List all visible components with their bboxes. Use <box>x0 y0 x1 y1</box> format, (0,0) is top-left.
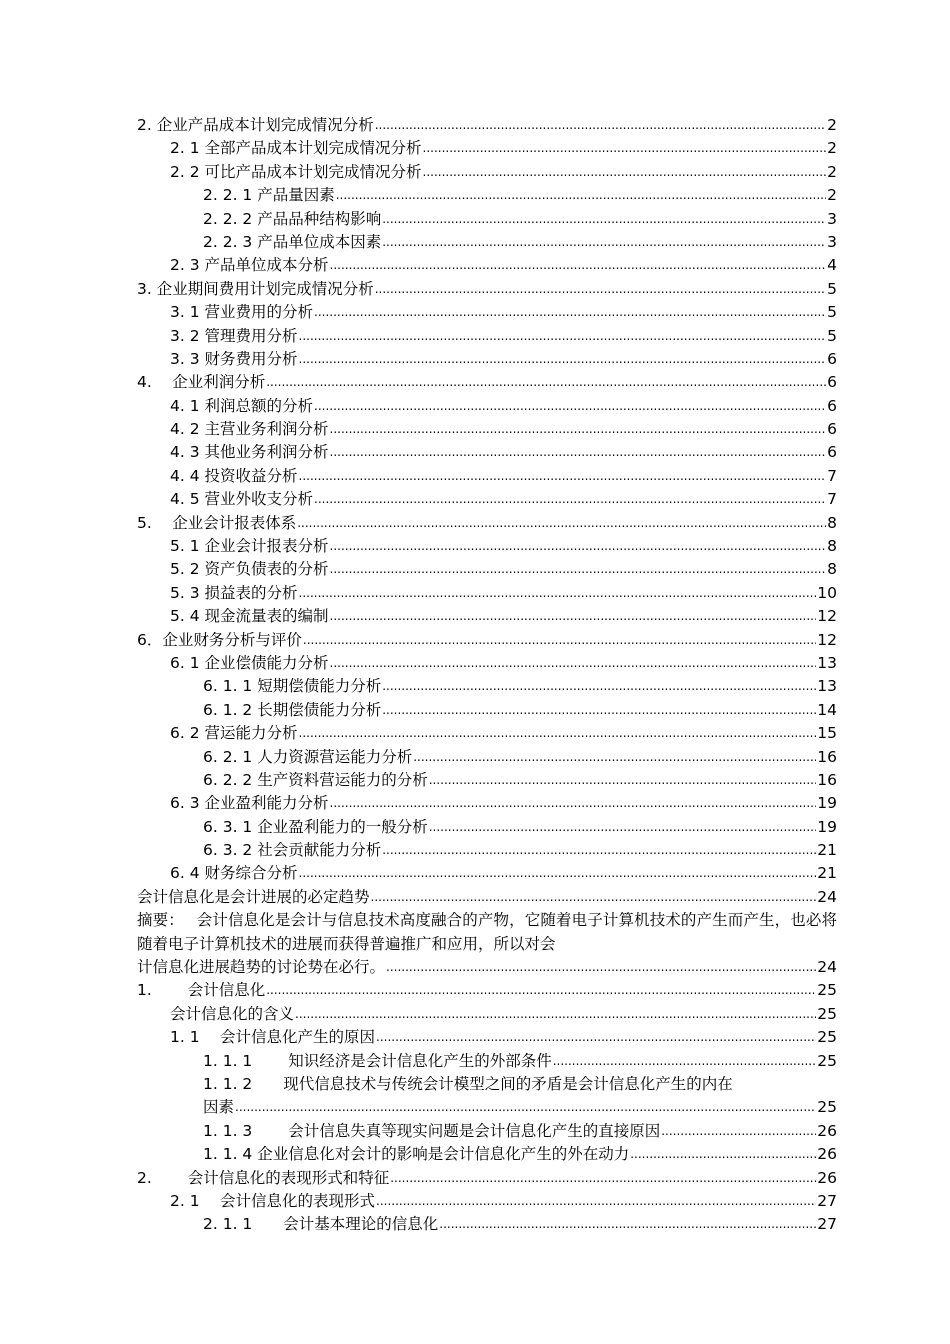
page-number: 16 <box>817 770 837 789</box>
toc-entry[interactable] <box>137 699 837 722</box>
page-number: 19 <box>817 794 837 813</box>
page-number: 5 <box>827 279 837 298</box>
entry-title: 6. 2. 1 人力资源营运能力分析 <box>203 747 413 766</box>
page-number: 6 <box>827 420 837 439</box>
leader-dots <box>382 839 816 862</box>
leader-dots <box>439 1213 816 1236</box>
entry-title: 1. 1. 3 会计信息失真等现实问题是会计信息化产生的直接原因 <box>203 1121 661 1140</box>
page-number: 25 <box>817 1028 837 1047</box>
toc-entry[interactable] <box>137 208 837 231</box>
leader-dots <box>330 418 827 441</box>
entry-title: 6. 4 财务综合分析 <box>170 864 298 883</box>
toc-entry[interactable] <box>137 488 837 511</box>
toc-entry[interactable] <box>137 371 837 394</box>
page-number: 19 <box>817 817 837 836</box>
toc-entry[interactable] <box>137 746 837 769</box>
entry-title: 5. 3 损益表的分析 <box>170 583 298 602</box>
leader-dots <box>299 582 817 605</box>
leader-dots <box>303 629 816 652</box>
entry-title: 3. 企业期间费用计划完成情况分析 <box>137 279 374 298</box>
page-number: 2 <box>827 115 837 134</box>
leader-dots <box>382 675 816 698</box>
toc-entry[interactable] <box>137 418 837 441</box>
page-number: 3 <box>827 209 837 228</box>
toc-entry[interactable] <box>137 769 837 792</box>
page-number: 6 <box>827 396 837 415</box>
entry-title: 2. 2. 2 产品品种结构影响 <box>203 209 382 228</box>
leader-dots <box>423 161 827 184</box>
leader-dots <box>553 1050 817 1073</box>
toc-entry[interactable] <box>137 816 837 839</box>
toc-entry[interactable] <box>137 886 837 909</box>
toc-entry[interactable] <box>137 254 837 277</box>
table-of-contents <box>137 114 837 1237</box>
toc-entry[interactable] <box>137 1143 837 1166</box>
toc-entry[interactable] <box>137 675 837 698</box>
toc-entry[interactable] <box>137 1003 837 1026</box>
entry-title: 2. 1 全部产品成本计划完成情况分析 <box>170 139 422 158</box>
leader-dots <box>382 208 826 231</box>
toc-entry[interactable] <box>137 161 837 184</box>
leader-dots <box>336 184 826 207</box>
page-number: 8 <box>827 537 837 556</box>
toc-entry[interactable] <box>137 1190 837 1213</box>
page-number: 7 <box>827 490 837 509</box>
leader-dots <box>630 1143 816 1166</box>
leader-dots <box>429 769 817 792</box>
page-number: 8 <box>827 560 837 579</box>
leader-dots <box>314 488 826 511</box>
entry-title: 3. 3 财务费用分析 <box>170 349 298 368</box>
entry-title: 6. 3. 2 社会贡献能力分析 <box>203 841 382 860</box>
leader-dots <box>429 816 817 839</box>
page-number: 5 <box>827 303 837 322</box>
toc-entry[interactable] <box>137 863 837 886</box>
toc-section-3 <box>137 1120 837 1237</box>
page-number: 21 <box>817 864 837 883</box>
page-number: 26 <box>817 1168 837 1187</box>
toc-entry[interactable] <box>137 441 837 464</box>
leader-dots <box>330 441 827 464</box>
page-number: 2 <box>827 186 837 205</box>
toc-entry[interactable] <box>137 582 837 605</box>
entry-title: 2. 2. 1 产品量因素 <box>203 186 335 205</box>
toc-entry-wrapped[interactable] <box>137 1073 837 1120</box>
leader-dots <box>423 137 827 160</box>
page-number: 25 <box>817 1098 837 1117</box>
page-number: 26 <box>817 1121 837 1140</box>
page-number: 15 <box>817 724 837 743</box>
toc-entry[interactable] <box>137 1026 837 1049</box>
toc-entry[interactable] <box>137 605 837 628</box>
leader-dots <box>299 862 817 885</box>
leader-dots <box>382 699 816 722</box>
toc-entry[interactable] <box>137 1167 837 1190</box>
leader-dots <box>314 395 826 418</box>
toc-entry[interactable] <box>137 395 837 418</box>
page-number: 6 <box>827 373 837 392</box>
entry-title: 4. 2 主营业务利润分析 <box>170 420 329 439</box>
toc-entry[interactable] <box>137 231 837 254</box>
page-number: 27 <box>817 1192 837 1210</box>
toc-entry[interactable] <box>137 348 837 371</box>
entry-title: 1. 会计信息化 <box>137 981 266 1000</box>
leader-dots <box>314 301 826 324</box>
leader-dots <box>330 254 827 277</box>
entry-title: 2. 2. 3 产品单位成本因素 <box>203 232 382 251</box>
leader-dots <box>330 792 817 815</box>
entry-title: 4. 企业利润分析 <box>137 373 266 392</box>
leader-dots <box>266 371 826 394</box>
toc-entry[interactable] <box>137 979 837 1002</box>
toc-entry[interactable] <box>137 325 837 348</box>
page-number: 14 <box>817 700 837 719</box>
page-number: 6 <box>827 349 837 368</box>
entry-text-line-1: 1. 1. 2 现代信息技术与传统会计模型之间的矛盾是会计信息化产生的内在 <box>203 1075 733 1094</box>
toc-entry[interactable] <box>137 1120 837 1143</box>
entry-title: 1. 1 会计信息化产生的原因 <box>170 1028 376 1047</box>
entry-title: 2. 1 会计信息化的表现形式 <box>170 1192 376 1210</box>
leader-dots <box>375 114 826 137</box>
entry-title: 5. 2 资产负债表的分析 <box>170 560 329 579</box>
toc-entry[interactable] <box>137 535 837 558</box>
entry-title: 5. 企业会计报表体系 <box>137 513 297 532</box>
page-number: 13 <box>817 677 837 696</box>
leader-dots <box>266 979 816 1002</box>
toc-section-1 <box>137 114 837 909</box>
page-number: 10 <box>817 583 837 602</box>
page-number: 12 <box>817 630 837 649</box>
page-number: 6 <box>827 443 837 462</box>
leader-dots <box>330 535 827 558</box>
page-number: 25 <box>817 981 837 1000</box>
page-number: 2 <box>827 162 837 181</box>
page-number: 16 <box>817 747 837 766</box>
leader-dots <box>376 1026 816 1049</box>
entry-title: 4. 4 投资收益分析 <box>170 466 298 485</box>
toc-entry[interactable] <box>137 114 837 137</box>
leader-dots <box>299 348 827 371</box>
leader-dots <box>299 325 827 348</box>
entry-title: 6. 1 企业偿债能力分析 <box>170 653 329 672</box>
page-number: 27 <box>817 1215 837 1234</box>
toc-entry[interactable] <box>137 1050 837 1073</box>
entry-title: 1. 1. 1 知识经济是会计信息化产生的外部条件 <box>203 1051 552 1070</box>
toc-entry[interactable] <box>137 278 837 301</box>
leader-dots <box>371 886 817 909</box>
leader-dots <box>382 231 826 254</box>
entry-title: 4. 3 其他业务利润分析 <box>170 443 329 462</box>
toc-entry[interactable] <box>137 722 837 745</box>
leader-dots <box>661 1120 816 1143</box>
page-number: 7 <box>827 466 837 485</box>
entry-title: 3. 2 管理费用分析 <box>170 326 298 345</box>
entry-title: 6. 2 营运能力分析 <box>170 724 298 743</box>
toc-entry[interactable] <box>137 512 837 535</box>
leader-dots <box>330 652 817 675</box>
entry-title: 6. 3 企业盈利能力分析 <box>170 794 329 813</box>
toc-entry[interactable] <box>137 629 837 652</box>
page-number: 24 <box>817 958 837 977</box>
page-number: 4 <box>827 256 837 275</box>
entry-title: 5. 4 现金流量表的编制 <box>170 607 329 626</box>
entry-title: 3. 1 营业费用的分析 <box>170 303 314 322</box>
page-number: 13 <box>817 653 837 672</box>
toc-entry[interactable] <box>137 792 837 815</box>
toc-entry[interactable] <box>137 652 837 675</box>
page-number: 12 <box>817 607 837 626</box>
entry-title: 6. 1. 2 长期偿债能力分析 <box>203 700 382 719</box>
entry-title: 4. 5 营业外收支分析 <box>170 490 314 509</box>
page-number: 8 <box>827 513 837 532</box>
entry-title: 6. 2. 2 生产资料营运能力的分析 <box>203 770 428 789</box>
abstract-text: 摘要： 会计信息化是会计与信息技术高度融合的产物，它随着电子计算机技术的产生而产生，也必将随着电子计算机技术的进展而获得普遍推广和应用，所以对会 <box>137 911 837 953</box>
entry-title: 2. 会计信息化的表现形式和特征 <box>137 1168 390 1187</box>
entry-title: 5. 1 企业会计报表分析 <box>170 537 329 556</box>
page-number: 3 <box>827 232 837 251</box>
page-number: 25 <box>817 1004 837 1023</box>
entry-title: 2. 企业产品成本计划完成情况分析 <box>137 115 374 134</box>
page-number: 5 <box>827 326 837 345</box>
entry-title: 1. 1. 4 企业信息化对会计的影响是会计信息化产生的外在动力 <box>203 1145 630 1164</box>
leader-dots <box>375 278 826 301</box>
toc-entry[interactable] <box>137 184 837 207</box>
leader-dots <box>413 746 816 769</box>
leader-dots <box>299 465 827 488</box>
leader-dots <box>376 1190 816 1213</box>
leader-dots <box>299 722 817 745</box>
entry-title: 会计信息化是会计进展的必定趋势 <box>137 887 370 906</box>
entry-title: 2. 3 产品单位成本分析 <box>170 256 329 275</box>
toc-entry[interactable] <box>137 301 837 324</box>
entry-title: 4. 1 利润总额的分析 <box>170 396 314 415</box>
page-number: 26 <box>817 1145 837 1164</box>
toc-entry[interactable] <box>137 839 837 862</box>
leader-dots <box>386 956 816 979</box>
leader-dots <box>330 605 817 628</box>
entry-title: 2. 1. 1 会计基本理论的信息化 <box>203 1215 439 1234</box>
page-number: 24 <box>817 887 837 906</box>
entry-title: 6. 3. 1 企业盈利能力的一般分析 <box>203 817 428 836</box>
page-number: 2 <box>827 139 837 158</box>
toc-entry[interactable] <box>137 558 837 581</box>
toc-entry[interactable] <box>137 1213 837 1236</box>
toc-entry[interactable] <box>137 137 837 160</box>
entry-title: 6．企业财务分析与评价 <box>137 630 302 649</box>
leader-dots <box>297 512 826 535</box>
entry-title: 6. 1. 1 短期偿债能力分析 <box>203 677 382 696</box>
toc-section-2 <box>137 979 837 1073</box>
entry-title: 会计信息化的含义 <box>170 1004 295 1023</box>
page-number: 25 <box>817 1051 837 1070</box>
entry-title: 2. 2 可比产品成本计划完成情况分析 <box>170 162 422 181</box>
entry-text-line-2: 因素 <box>203 1098 235 1117</box>
page-number: 21 <box>817 841 837 860</box>
leader-dots <box>295 1003 816 1026</box>
abstract-last-line: 计信息化进展趋势的讨论势在必行。 <box>137 958 386 977</box>
abstract-entry[interactable] <box>137 909 837 979</box>
leader-dots <box>330 558 827 581</box>
leader-dots <box>235 1096 816 1119</box>
toc-entry[interactable] <box>137 465 837 488</box>
leader-dots <box>390 1167 816 1190</box>
